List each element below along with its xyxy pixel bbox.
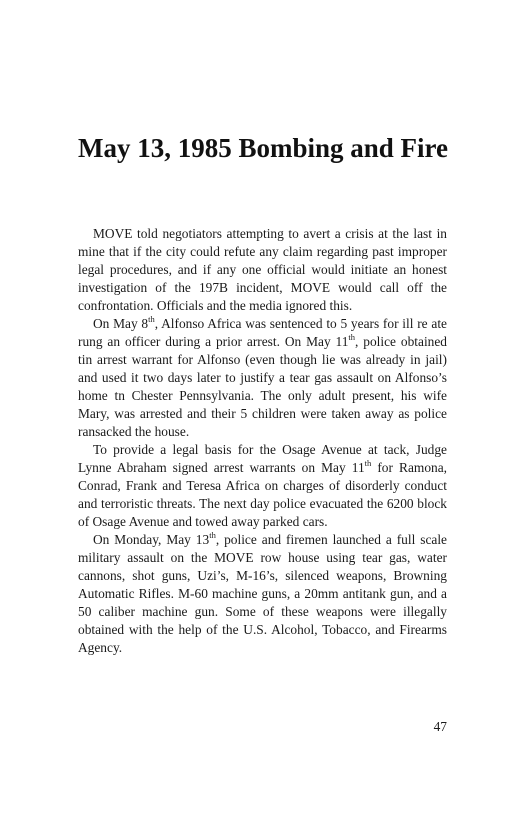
paragraph-text: To provide a legal basis for the Osage Avenue at tack, Judge Lynne Abraham signed arrest warrants on May 11 <box>78 442 447 475</box>
ordinal-superscript: th <box>348 331 356 342</box>
paragraph-text: On Monday, May 13 <box>93 532 210 547</box>
paragraph-text: for Ramona, Conrad, Frank and Teresa Africa on charges of disorderly conduct and terroristic threats. The next day police evacuated the 6200 block of Osage Avenue and towed away parked cars. <box>78 460 447 529</box>
chapter-title: May 13, 1985 Bombing and Fire <box>78 133 449 163</box>
ordinal-superscript: th <box>364 457 372 468</box>
paragraph-text: On May 8 <box>93 316 149 331</box>
paragraph-4 <box>78 531 447 657</box>
paragraph-text: MOVE told negotiators attempting to avert a crisis at the last in mine that if the city could refute any claim regarding past improper legal procedures, and if any one official would initiate an honest investigation of the 197B incident, MOVE would call off the confrontation. Officials and the media ignored this. <box>78 226 447 313</box>
ordinal-superscript: th <box>209 529 216 540</box>
paragraph-text: , police obtained tin arrest warrant for Alfonso (even though lie was already in jail) and used it two days later to justify a tear gas assault on Alfonso’s home tn Chester Pennsylvania. The only adult present, his wife Mary, was arrested and their 5 children were taken away as police ransacked the house. <box>78 334 447 439</box>
page-number: 47 <box>433 719 447 734</box>
paragraph-2 <box>78 315 447 441</box>
paragraph-1 <box>78 225 447 315</box>
paragraph-text: , Alfonso Africa was sentenced to 5 years for ill re ate rung an officer during a prior arrest. On May 11 <box>78 316 447 349</box>
paragraph-3 <box>78 441 447 531</box>
ordinal-superscript: th <box>148 313 155 324</box>
chapter-body <box>78 225 447 657</box>
paragraph-text: , police and firemen launched a full scale military assault on the MOVE row house using tear gas, water cannons, shot guns, Uzi’s, M-16’s, silenced weapons, Browning Automatic Rifles. M-60 machine guns, a 20mm antitank gun, and a 50 caliber machine gun. Some of these weapons were illegally obtained with the help of the U.S. Alcohol, Tobacco, and Firearms Agency. <box>78 532 447 655</box>
